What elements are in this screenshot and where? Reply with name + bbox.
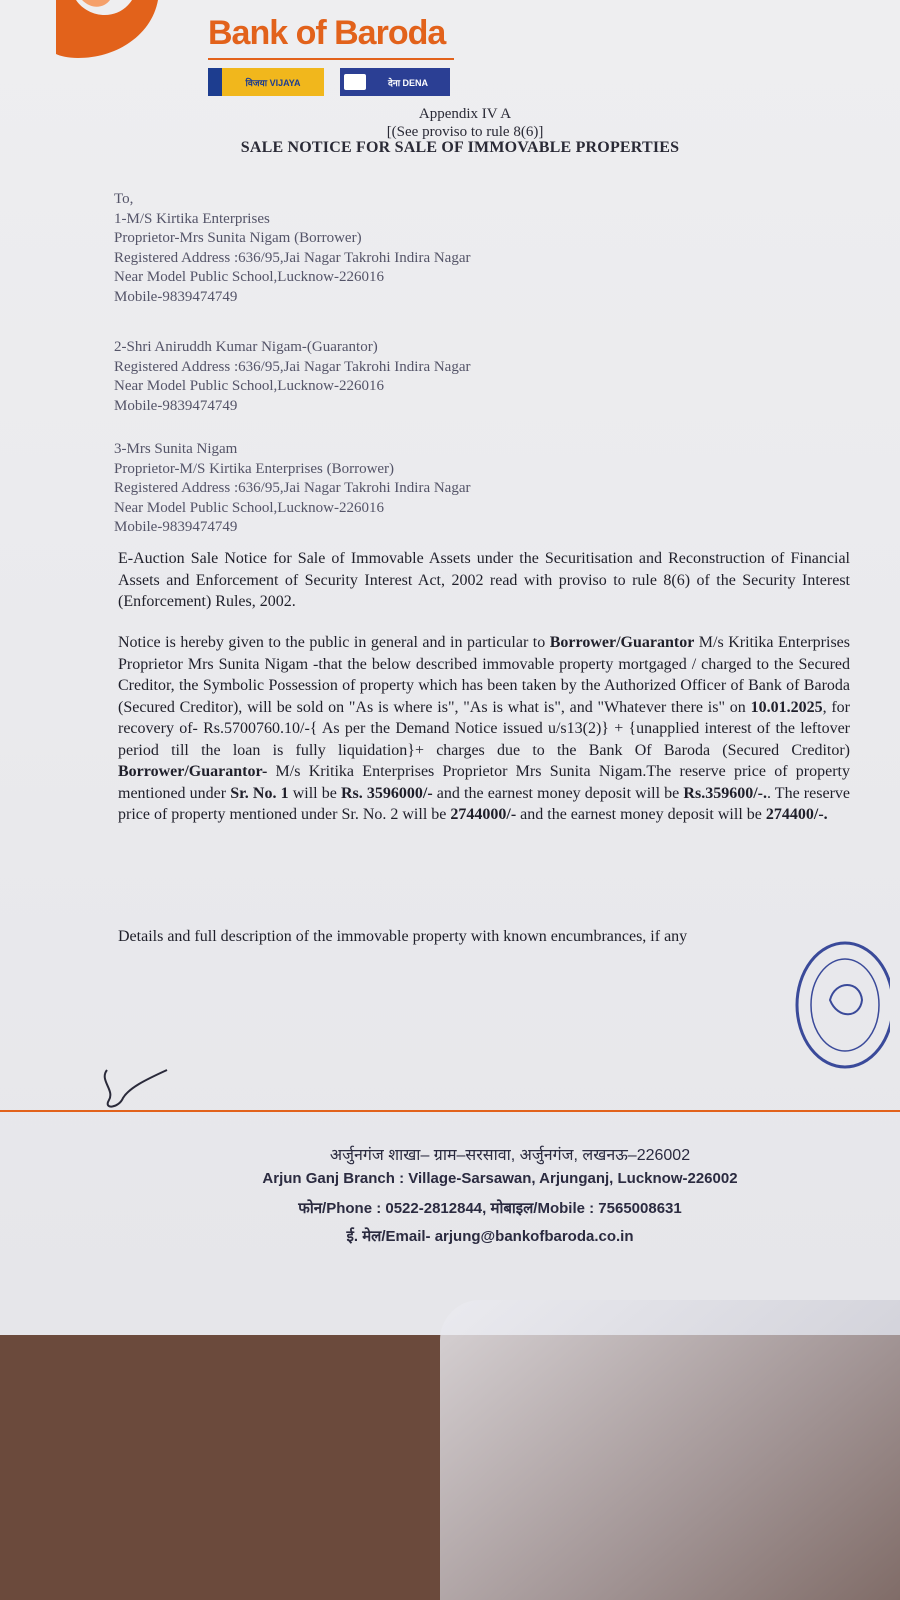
footer-divider xyxy=(0,1110,900,1112)
recipient-block-3 xyxy=(114,440,471,538)
text-run: and the earnest money deposit will be xyxy=(516,806,766,823)
branch-seal-icon xyxy=(790,940,890,1070)
recipient-line: Mobile-9839474749 xyxy=(114,519,238,535)
recipient-block-1 xyxy=(114,190,471,307)
footer-hindi-address: अर्जुनगंज शाखा– ग्राम–सरसावा, अर्जुनगंज, लखनऊ–226002 xyxy=(329,1147,691,1164)
emd-2: 274400/-. xyxy=(765,806,828,823)
text-run-bold: Borrower/Guarantor xyxy=(549,634,695,651)
text-run: , for recovery of- Rs.5700760.10/-{ As per the Demand Notice issued u/s13(2)} + {unapplied interest of the leftover period till the loan is fully liquidation}+ charges due to the Bank Of Baroda (Secured Creditor) xyxy=(118,698,850,759)
text-run: will be xyxy=(288,784,341,802)
recipient-line: Near Model Public School,Lucknow-226016 xyxy=(114,269,384,285)
appendix-label: Appendix IV A xyxy=(418,106,512,122)
text-run: M/s Kritika Enterprises Proprietor Mrs Sunita Nigam -that the below described immovable property mortgaged / charged to the Secured Creditor, the Symbolic Possession of property which has been taken by the Authorized Officer of Bank of Baroda (Secured Creditor), will be sold on "As is where is", "As is what is", and "Whatever there is" on xyxy=(118,634,850,716)
text-run: . The reserve price of property mentioned under Sr. No. 2 will be xyxy=(118,784,850,823)
recipient-line: Registered Address :636/95,Jai Nagar Takrohi Indira Nagar xyxy=(114,249,471,266)
letterhead-divider xyxy=(208,58,454,60)
vijaya-label: विजया VIJAYA xyxy=(245,77,301,88)
proviso-label: [(See proviso to rule 8(6)] xyxy=(386,124,544,140)
reserve-price-2: 2744000/- xyxy=(450,806,517,823)
emd-1: Rs.359600/-. xyxy=(683,784,767,802)
reserve-price-1: Rs. 3596000/- xyxy=(340,784,433,802)
text-run: M/s Kritika Enterprises Proprietor Mrs Sunita Nigam.The reserve price of property mentioned under xyxy=(118,763,850,802)
recipient-line: 3-Mrs Sunita Nigam xyxy=(114,441,238,457)
recipient-line: Registered Address :636/95,Jai Nagar Takrohi Indira Nagar xyxy=(114,480,471,496)
background-plastic-sheet xyxy=(440,1300,900,1600)
recipient-block-2 xyxy=(114,338,471,416)
recipient-line: Mobile-9839474749 xyxy=(114,288,238,305)
salutation: To, xyxy=(114,191,134,207)
dena-label: देना DENA xyxy=(387,77,429,88)
vijaya-logo-icon xyxy=(208,68,222,96)
notice-paragraph xyxy=(118,632,850,826)
dena-logo-icon xyxy=(344,74,366,90)
recipient-line: Near Model Public School,Lucknow-226016 xyxy=(114,378,384,394)
recipient-line: 1-M/S Kirtika Enterprises xyxy=(114,210,270,227)
notice-title: SALE NOTICE FOR SALE OF IMMOVABLE PROPERTIES xyxy=(240,139,680,156)
recipient-line: Registered Address :636/95,Jai Nagar Takrohi Indira Nagar xyxy=(114,358,471,375)
auction-intro-paragraph: E-Auction Sale Notice for Sale of Immovable Assets under the Securitisation and Reconstruction of Financial Assets and Enforcement of Security Interest Act, 2002 read with proviso to rule 8(6) of the Security Interest (Enforcement) Rules, 2002. xyxy=(118,550,850,610)
details-paragraph: Details and full description of the immovable property with known encumbrances, if any xyxy=(118,928,688,945)
recipient-line: Proprietor-M/S Kirtika Enterprises (Borrower) xyxy=(114,460,395,477)
recipient-line: Mobile-9839474749 xyxy=(114,397,238,414)
text-run-bold: Borrower/Guarantor- xyxy=(118,763,268,780)
text-run: Notice is hereby given to the public in general and in particular to xyxy=(118,634,550,651)
footer-branch-address: Arjun Ganj Branch : Village-Sarsawan, Arjunganj, Lucknow-226002 xyxy=(262,1170,738,1187)
recipient-line: Near Model Public School,Lucknow-226016 xyxy=(114,499,384,516)
footer-phone: फोन/Phone : 0522-2812844, मोबाइल/Mobile : 7565008631 xyxy=(298,1200,682,1217)
footer-email: ई. मेल/Email- arjung@bankofbaroda.co.in xyxy=(346,1228,634,1245)
text-run-bold: Sr. No. 1 xyxy=(230,784,289,802)
recipient-line: 2-Shri Aniruddh Kumar Nigam-(Guarantor) xyxy=(114,339,378,355)
dena-badge xyxy=(340,68,450,96)
bank-of-baroda-logo-icon xyxy=(48,0,166,62)
bank-name: Bank of Baroda xyxy=(208,14,446,52)
vijaya-badge xyxy=(208,68,324,96)
auction-date: 10.01.2025 xyxy=(750,698,823,716)
text-run: and the earnest money deposit will be xyxy=(432,784,684,802)
recipient-line: Proprietor-Mrs Sunita Nigam (Borrower) xyxy=(114,230,362,246)
